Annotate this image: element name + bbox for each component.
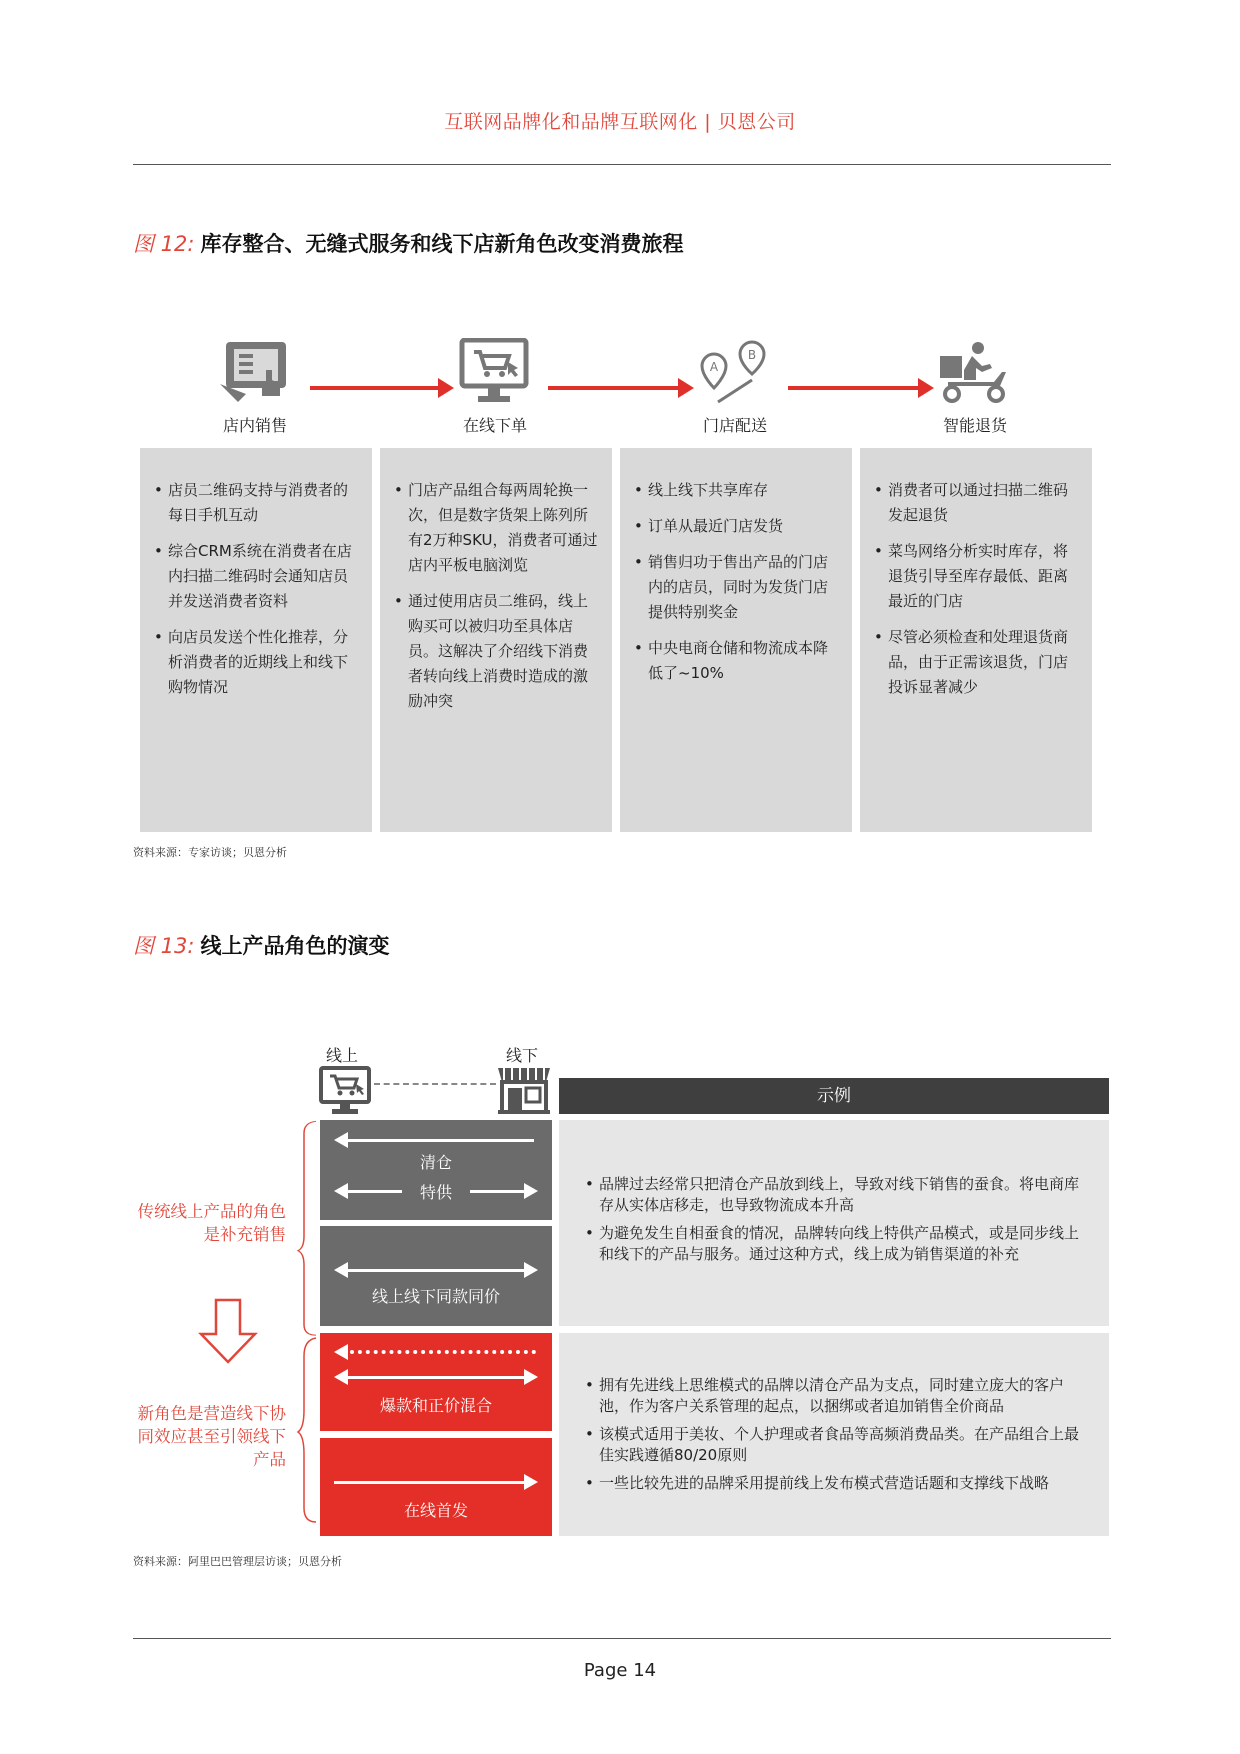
tablet-touch-icon (218, 340, 294, 406)
arrow-head-right (524, 1474, 538, 1490)
step-label-in-store: 店内销售 (222, 416, 287, 435)
page-number: Page 14 (583, 1660, 657, 1681)
bullet-item: • 线上线下共享库存 (634, 478, 842, 503)
band-label-special: 特供 (419, 1183, 452, 1202)
band-mixed (320, 1333, 552, 1431)
arrow-head-left (334, 1132, 348, 1148)
step-label-online-order: 在线下单 (462, 416, 527, 435)
band-label-clearance: 清仓 (419, 1153, 452, 1172)
arrow-special-right (470, 1190, 524, 1193)
bullet-item: • 消费者可以通过扫描二维码发起退货 (874, 478, 1082, 528)
delivery-scooter-icon (938, 340, 1010, 404)
arrow-head-right (524, 1183, 538, 1199)
online-offline-connector (374, 1083, 496, 1085)
online-cart-icon (318, 1066, 372, 1116)
column-in-store (140, 448, 372, 832)
left-brackets (296, 1120, 320, 1524)
arrow-both-same-price (346, 1269, 526, 1272)
map-route-icon (700, 340, 770, 406)
svg-text:A: A (709, 360, 719, 374)
monitor-cart-icon (458, 338, 530, 406)
bullet-item: • 订单从最近门店发货 (634, 514, 842, 539)
bullet-item: • 一些比较先进的品牌采用提前线上发布模式营造话题和支撑线下战略 (585, 1473, 1093, 1494)
bullet-item: • 通过使用店员二维码，线上购买可以被归功至具体店员。这解决了介绍线下消费者转向线上消费时造成的激励冲突 (394, 589, 602, 714)
bullet-item: • 综合CRM系统在消费者在店内扫描二维码时会通知店员并发送消费者资料 (154, 539, 362, 614)
offline-label: 线下 (506, 1046, 539, 1065)
figure-13-number: 图 13: (133, 934, 195, 958)
down-arrow-icon (198, 1298, 258, 1364)
arrow-dotted-left (350, 1350, 536, 1354)
flow-arrow-head-2 (678, 378, 694, 398)
band-clearance-special (320, 1120, 552, 1220)
online-label: 线上 (326, 1046, 359, 1065)
bullet-item: • 品牌过去经常只把清仓产品放到线上，导致对线下销售的蚕食。将电商库存从实体店移走，也导致物流成本升高 (585, 1174, 1093, 1216)
figure-12-source: 资料来源：专家访谈；贝恩分析 (133, 846, 287, 859)
footer-rule (133, 1638, 1111, 1639)
band-online-launch (320, 1438, 552, 1536)
flow-arrow-head-1 (438, 378, 454, 398)
arrow-left-clearance (346, 1139, 534, 1142)
arrow-head-right (524, 1369, 538, 1385)
bullet-item: • 店员二维码支持与消费者的每日手机互动 (154, 478, 362, 528)
flow-arrow-head-3 (918, 378, 934, 398)
bullet-item: • 拥有先进线上思维模式的品牌以清仓产品为支点，同时建立庞大的客户池，作为客户关系管理的起点，以捆绑或者追加销售全价商品 (585, 1375, 1093, 1417)
new-role-label: 新角色是营造线下协同效应甚至引领线下产品 (137, 1404, 286, 1469)
example-header: 示例 (559, 1078, 1109, 1114)
running-header: 互联网品牌化和品牌互联网化 | 贝恩公司 (444, 111, 796, 133)
arrow-right-launch (334, 1481, 526, 1484)
header-rule (133, 164, 1111, 165)
arrow-head-right (524, 1262, 538, 1278)
bullet-item: • 向店员发送个性化推荐，分析消费者的近期线上和线下购物情况 (154, 625, 362, 700)
band-label-same-price: 线上线下同款同价 (371, 1287, 500, 1306)
column-store-delivery (620, 448, 852, 832)
arrow-head-left (334, 1262, 348, 1278)
step-label-store-delivery: 门店配送 (702, 416, 767, 435)
bullet-item: • 尽管必须检查和处理退货商品，由于正需该退货，门店投诉显著减少 (874, 625, 1082, 700)
bullet-item: • 销售归功于售出产品的门店内的店员，同时为发货门店提供特别奖金 (634, 550, 842, 625)
band-label-launch: 在线首发 (403, 1501, 468, 1520)
figure-12-title-text: 库存整合、无缝式服务和线下店新角色改变消费旅程 (200, 232, 684, 256)
arrow-both-mixed (346, 1376, 526, 1379)
svg-text:B: B (747, 348, 757, 362)
figure-13-source: 资料来源：阿里巴巴管理层访谈；贝恩分析 (133, 1555, 342, 1568)
figure-12-number: 图 12: (133, 232, 195, 256)
arrow-head-left (334, 1344, 348, 1360)
traditional-role-label: 传统线上产品的角色是补充销售 (137, 1202, 286, 1244)
example-panel-traditional (559, 1120, 1109, 1326)
bullet-item: • 菜鸟网络分析实时库存，将退货引导至库存最低、距离最近的门店 (874, 539, 1082, 614)
bullet-item: • 中央电商仓储和物流成本降低了~10% (634, 636, 842, 686)
bullet-item: • 门店产品组合每两周轮换一次，但是数字货架上陈列所有2万种SKU，消费者可通过店内平板电脑浏览 (394, 478, 602, 578)
band-label-mixed: 爆款和正价混合 (379, 1396, 492, 1415)
flow-arrow-1 (310, 386, 440, 390)
bullet-item: • 为避免发生自相蚕食的情况，品牌转向线上特供产品模式，或是同步线上和线下的产品与服务。通过这种方式，线上成为销售渠道的补充 (585, 1223, 1093, 1265)
figure-12-title (133, 228, 683, 258)
figure-13-title (133, 930, 389, 960)
arrow-head-left (334, 1369, 348, 1385)
flow-arrow-2 (548, 386, 680, 390)
bullet-item: • 该模式适用于美妆、个人护理或者食品等高频消费品类。在产品组合上最佳实践遵循80/20原则 (585, 1424, 1093, 1466)
band-same-price (320, 1226, 552, 1326)
figure-13-title-text: 线上产品角色的演变 (200, 934, 390, 958)
step-label-smart-return: 智能退货 (942, 416, 1007, 435)
column-online-order (380, 448, 612, 832)
example-panel-new (559, 1333, 1109, 1536)
column-smart-return (860, 448, 1092, 832)
flow-arrow-3 (788, 386, 920, 390)
store-front-icon (496, 1064, 552, 1116)
